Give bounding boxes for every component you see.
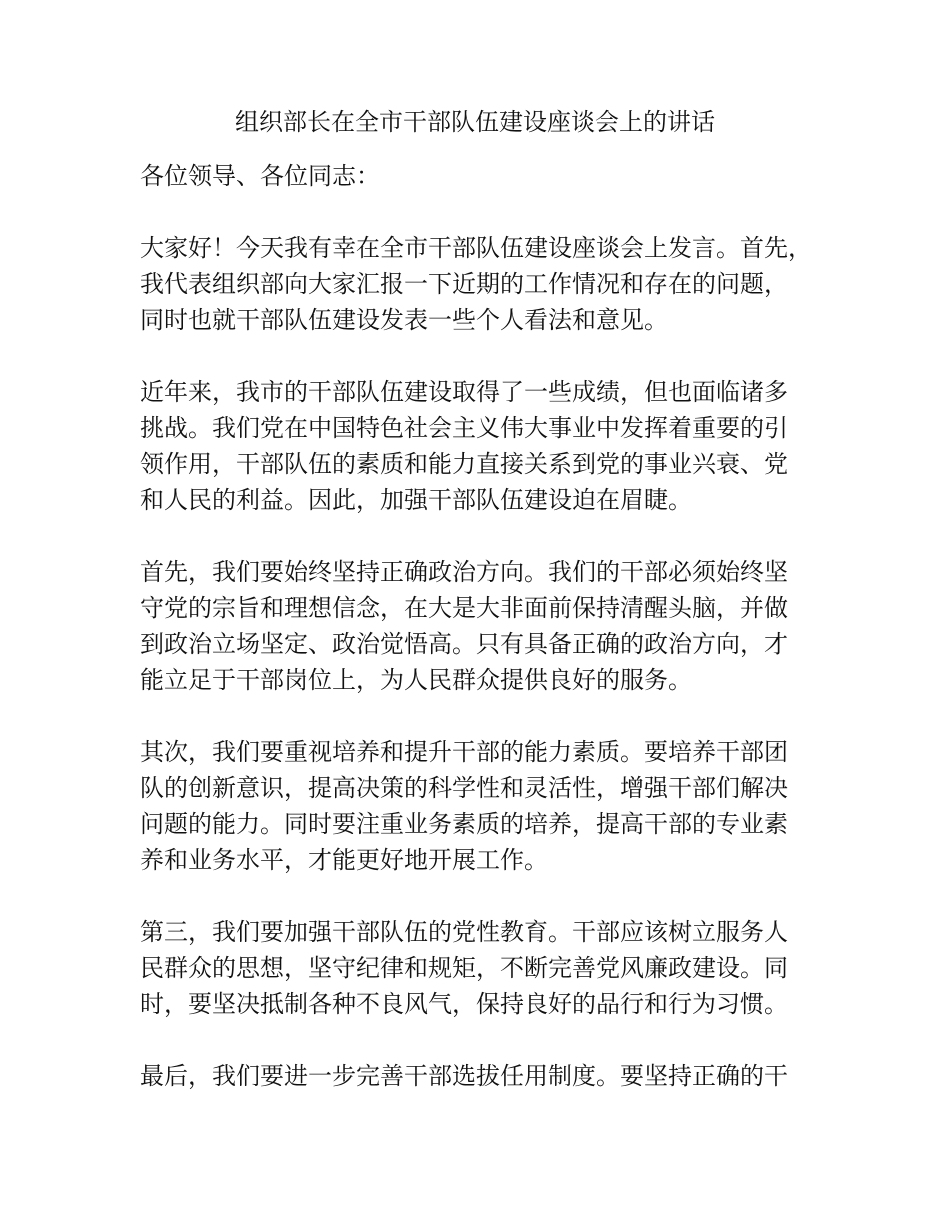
- paragraph-line: 时，要坚决抵制各种不良风气，保持良好的品行和行为习惯。: [140, 990, 788, 1018]
- paragraph-line: 领作用，干部队伍的素质和能力直接关系到党的事业兴衰、党: [140, 450, 788, 478]
- paragraph-line: 首先，我们要始终坚持正确政治方向。我们的干部必须始终坚: [140, 558, 788, 586]
- paragraph-2: [140, 374, 830, 518]
- paragraph-line: 民群众的思想，坚守纪律和规矩，不断完善党风廉政建设。同: [140, 954, 788, 982]
- paragraph-line: 到政治立场坚定、政治觉悟高。只有具备正确的政治方向，才: [140, 630, 788, 658]
- paragraph-line: 和人民的利益。因此，加强干部队伍建设迫在眉睫。: [140, 486, 692, 514]
- paragraph-line: 挑战。我们党在中国特色社会主义伟大事业中发挥着重要的引: [140, 414, 788, 442]
- paragraph-line: 我代表组织部向大家汇报一下近期的工作情况和存在的问题，: [140, 270, 788, 298]
- paragraph-3: [140, 554, 830, 698]
- document-body: [140, 158, 830, 1130]
- paragraph-line: 同时也就干部队伍建设发表一些个人看法和意见。: [140, 306, 668, 334]
- paragraph-line: 能立足于干部岗位上，为人民群众提供良好的服务。: [140, 666, 692, 694]
- paragraph-line: 队的创新意识，提高决策的科学性和灵活性，增强干部们解决: [140, 774, 788, 802]
- document-title: 组织部长在全市干部队伍建设座谈会上的讲话: [235, 108, 715, 136]
- paragraph-1: [140, 230, 830, 338]
- paragraph-line: 大家好！今天我有幸在全市干部队伍建设座谈会上发言。首先，: [140, 234, 812, 262]
- salutation: 各位领导、各位同志：: [140, 162, 380, 190]
- paragraph-line: 其次，我们要重视培养和提升干部的能力素质。要培养干部团: [140, 738, 788, 766]
- paragraph-line: 问题的能力。同时要注重业务素质的培养，提高干部的专业素: [140, 810, 788, 838]
- paragraph-line: 第三，我们要加强干部队伍的党性教育。干部应该树立服务人: [140, 918, 788, 946]
- paragraph-5: [140, 914, 830, 1022]
- paragraph-4: [140, 734, 830, 878]
- paragraph-line: 近年来，我市的干部队伍建设取得了一些成绩，但也面临诸多: [140, 378, 788, 406]
- paragraph-6: [140, 1058, 830, 1094]
- paragraph-line: 守党的宗旨和理想信念，在大是大非面前保持清醒头脑，并做: [140, 594, 788, 622]
- paragraph-line: 养和业务水平，才能更好地开展工作。: [140, 846, 548, 874]
- paragraph-line: 最后，我们要进一步完善干部选拔任用制度。要坚持正确的干: [140, 1062, 788, 1090]
